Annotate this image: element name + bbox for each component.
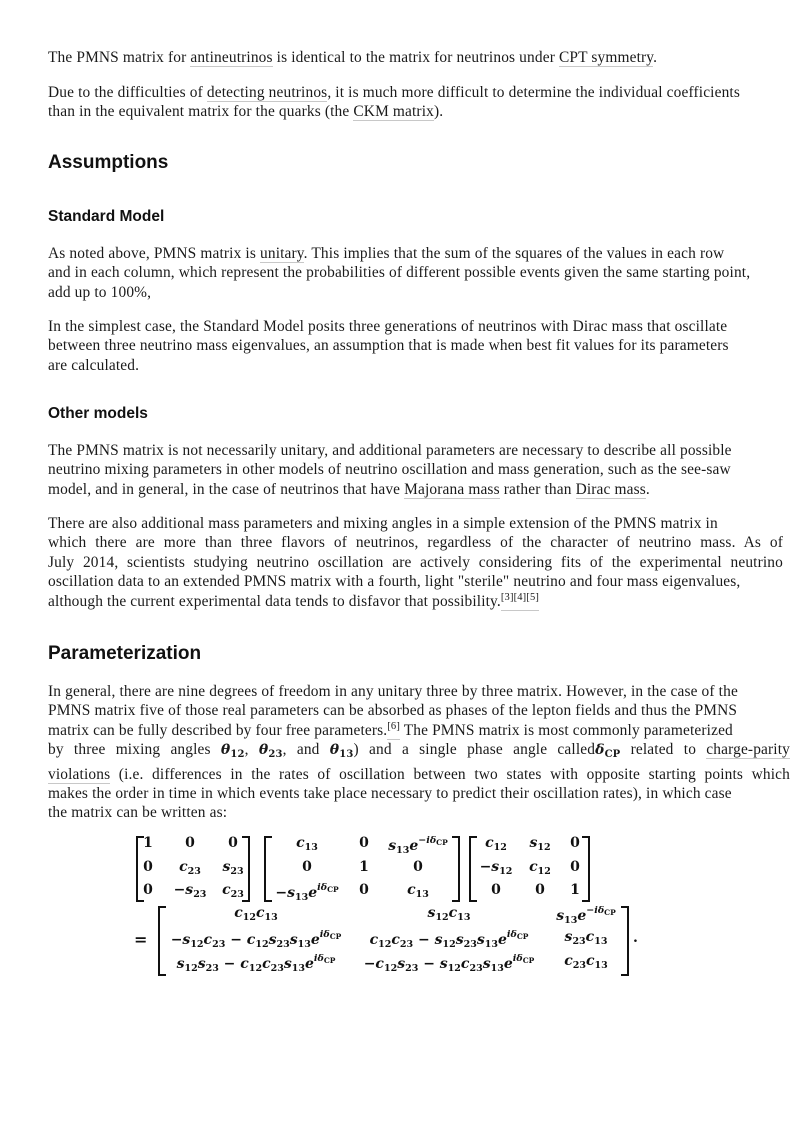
matrix3-cell-r1c3: 0 [570,835,580,851]
link-antineutrinos[interactable]: antineutrinos [190,49,273,66]
heading-standard-model: Standard Model [48,208,165,225]
matrix1-cell-r3c3: $c_{23}$ [222,882,244,900]
theta-13: $\theta_{13}$ [329,742,354,761]
paragraph-simplest-case: In the simplest case, the Standard Model posits three generations of neutrinos with Dirac mass that oscillate between three neutrino mass eigenvalues, an assumption that is made when best fit values for its parameters are calculated. [48,318,729,374]
heading-other-models: Other models [48,405,148,422]
matrix2-cell-r3c2: 0 [359,882,369,898]
matrix2-cell-r1c1: $c_{13}$ [296,835,318,853]
trailing-period: . [633,930,638,946]
theta-23: $\theta_{23}$ [258,742,283,761]
matrix1-cell-r1c1: 1 [143,835,153,851]
matrix3-cell-r3c2: 0 [535,882,545,898]
result-cell-r3c2: $-c_{12}s_{23} - s_{12}c_{23}s_{13}e^{i\delta_{CP}}$ [363,953,535,974]
result-cell-r1c3: $s_{13}e^{-i\delta_{CP}}$ [556,905,616,926]
matrix2-cell-r3c1: $-s_{13}e^{i\delta_{CP}}$ [275,882,339,903]
matrix1-left-bracket [136,836,144,902]
result-left-bracket [158,906,166,976]
result-cell-r3c3: $c_{23}c_{13}$ [564,953,608,971]
matrix1-cell-r3c2: $-s_{23}$ [173,882,207,900]
matrix1-cell-r2c2: $c_{23}$ [179,859,201,877]
matrix3-cell-r2c2: $c_{12}$ [529,859,551,877]
matrix1-cell-r3c1: 0 [143,882,153,898]
matrix2-left-bracket [264,836,272,902]
heading-parameterization: Parameterization [48,643,202,664]
link-dirac-mass[interactable]: Dirac mass [575,480,646,498]
matrix3-cell-r3c1: 0 [491,882,501,898]
matrix2-cell-r1c2: 0 [359,835,369,851]
paragraph-sterile-neutrino: There are also additional mass parameters and mixing angles in a simple extension of the PMNS matrix in which there are more than three flavors of neutrinos, regardless of the character of neutrino mass. As of July 2014, scientists studying neutrino oscillation are actively considering fits of the experimental neutrino oscillation data to an extended PMNS matrix with a fourth, light "sterile" neutrino and four mass eigenvalues, although the current experimental data tends to disfavor that possibility.[3][4][5] [48,515,783,610]
matrix2-cell-r2c3: 0 [413,859,423,875]
link-cpt-symmetry[interactable]: CPT symmetry [558,49,654,66]
paragraph-detection-difficulty: Due to the difficulties of detecting neutrinos, it is much more difficult to determine the individual coefficients than in the equivalent matrix for the quarks (the CKM matrix). [48,84,740,121]
link-ckm-matrix[interactable]: CKM matrix [353,103,434,121]
matrix3-cell-r1c2: $s_{12}$ [529,835,551,853]
result-cell-r2c3: $s_{23}c_{13}$ [564,929,608,947]
matrix1-right-bracket [242,836,250,902]
link-majorana-mass[interactable]: Majorana mass [404,480,500,498]
result-cell-r1c1: $c_{12}c_{13}$ [234,905,278,923]
citation-6[interactable]: [6] [387,722,400,740]
result-right-bracket [621,906,629,976]
paragraph-antineutrinos: The PMNS matrix for antineutrinos is identical to the matrix for neutrinos under CPT symmetry. [48,49,658,66]
matrix1-cell-r2c1: 0 [143,859,153,875]
matrix2-cell-r3c3: $c_{13}$ [407,882,429,900]
matrix2-cell-r2c2: 1 [359,859,369,875]
matrix2-right-bracket [452,836,460,902]
result-cell-r2c2: $c_{12}c_{23} - s_{12}s_{23}s_{13}e^{i\delta_{CP}}$ [369,929,529,950]
link-detecting-neutrinos[interactable]: detecting neutrinos [206,84,328,101]
result-cell-r3c1: $s_{12}s_{23} - c_{12}c_{23}s_{13}e^{i\delta_{CP}}$ [176,953,336,974]
matrix3-cell-r3c3: 1 [570,882,580,898]
result-cell-r2c1: $-s_{12}c_{23} - c_{12}s_{23}s_{13}e^{i\delta_{CP}}$ [170,929,342,950]
matrix3-cell-r2c1: $-s_{12}$ [479,859,513,877]
link-charge-parity[interactable]: charge-parity [706,741,791,759]
citation-3-4-5[interactable]: [3][4][5] [501,593,539,611]
matrix3-right-bracket [582,836,590,902]
matrix3-cell-r2c3: 0 [570,859,580,875]
matrix2-cell-r2c1: 0 [302,859,312,875]
link-violations[interactable]: violations [48,765,111,783]
heading-assumptions: Assumptions [48,152,169,173]
matrix2-cell-r1c3: $s_{13}e^{-i\delta_{CP}}$ [388,835,448,856]
link-unitary[interactable]: unitary [260,245,304,262]
paragraph-parameterization: In general, there are nine degrees of freedom in any unitary three by three matrix. However, in the case of the PMNS matrix five of those real parameters can be absorbed as phases of the lepton fields and thus the PMNS matrix can be fully described by four free parameters.[6] The PMNS matrix is most commonly parameterized by three mixing angles $\theta_{12}$, $\theta_{23}$, and $\theta_{13}$) and a single phase angle calledδ$_{CP}$ related to charge-parity violations (i.e. differences in the rates of oscillation between two states with opposite starting points which makes the order in time in which events take place necessary to predict their oscillation rates), in which case the matrix can be written as: [48,683,791,822]
paragraph-unitary: As noted above, PMNS matrix is unitary. This implies that the sum of the squares of the values in each row and in each column, which represent the probabilities of different possible events given the same starting point, add up to 100%, [48,245,751,301]
matrix3-cell-r1c1: $c_{12}$ [485,835,507,853]
theta-12: $\theta_{12}$ [220,742,245,761]
matrix1-cell-r1c2: 0 [185,835,195,851]
equals-sign: = [134,930,148,949]
matrix3-left-bracket [469,836,477,902]
matrix1-cell-r1c3: 0 [228,835,238,851]
matrix1-cell-r2c3: $s_{23}$ [222,859,244,877]
delta-cp: $\delta_{CP}$ [595,742,621,761]
paragraph-not-unitary: The PMNS matrix is not necessarily unitary, and additional parameters are necessary to describe all possible neutrino mixing parameters in other models of neutrino oscillation and mass generation, such as the see-saw model, and in general, in the case of neutrinos that have Majorana mass rather than Dirac mass. [48,442,732,498]
result-cell-r1c2: $s_{12}c_{13}$ [427,905,471,923]
